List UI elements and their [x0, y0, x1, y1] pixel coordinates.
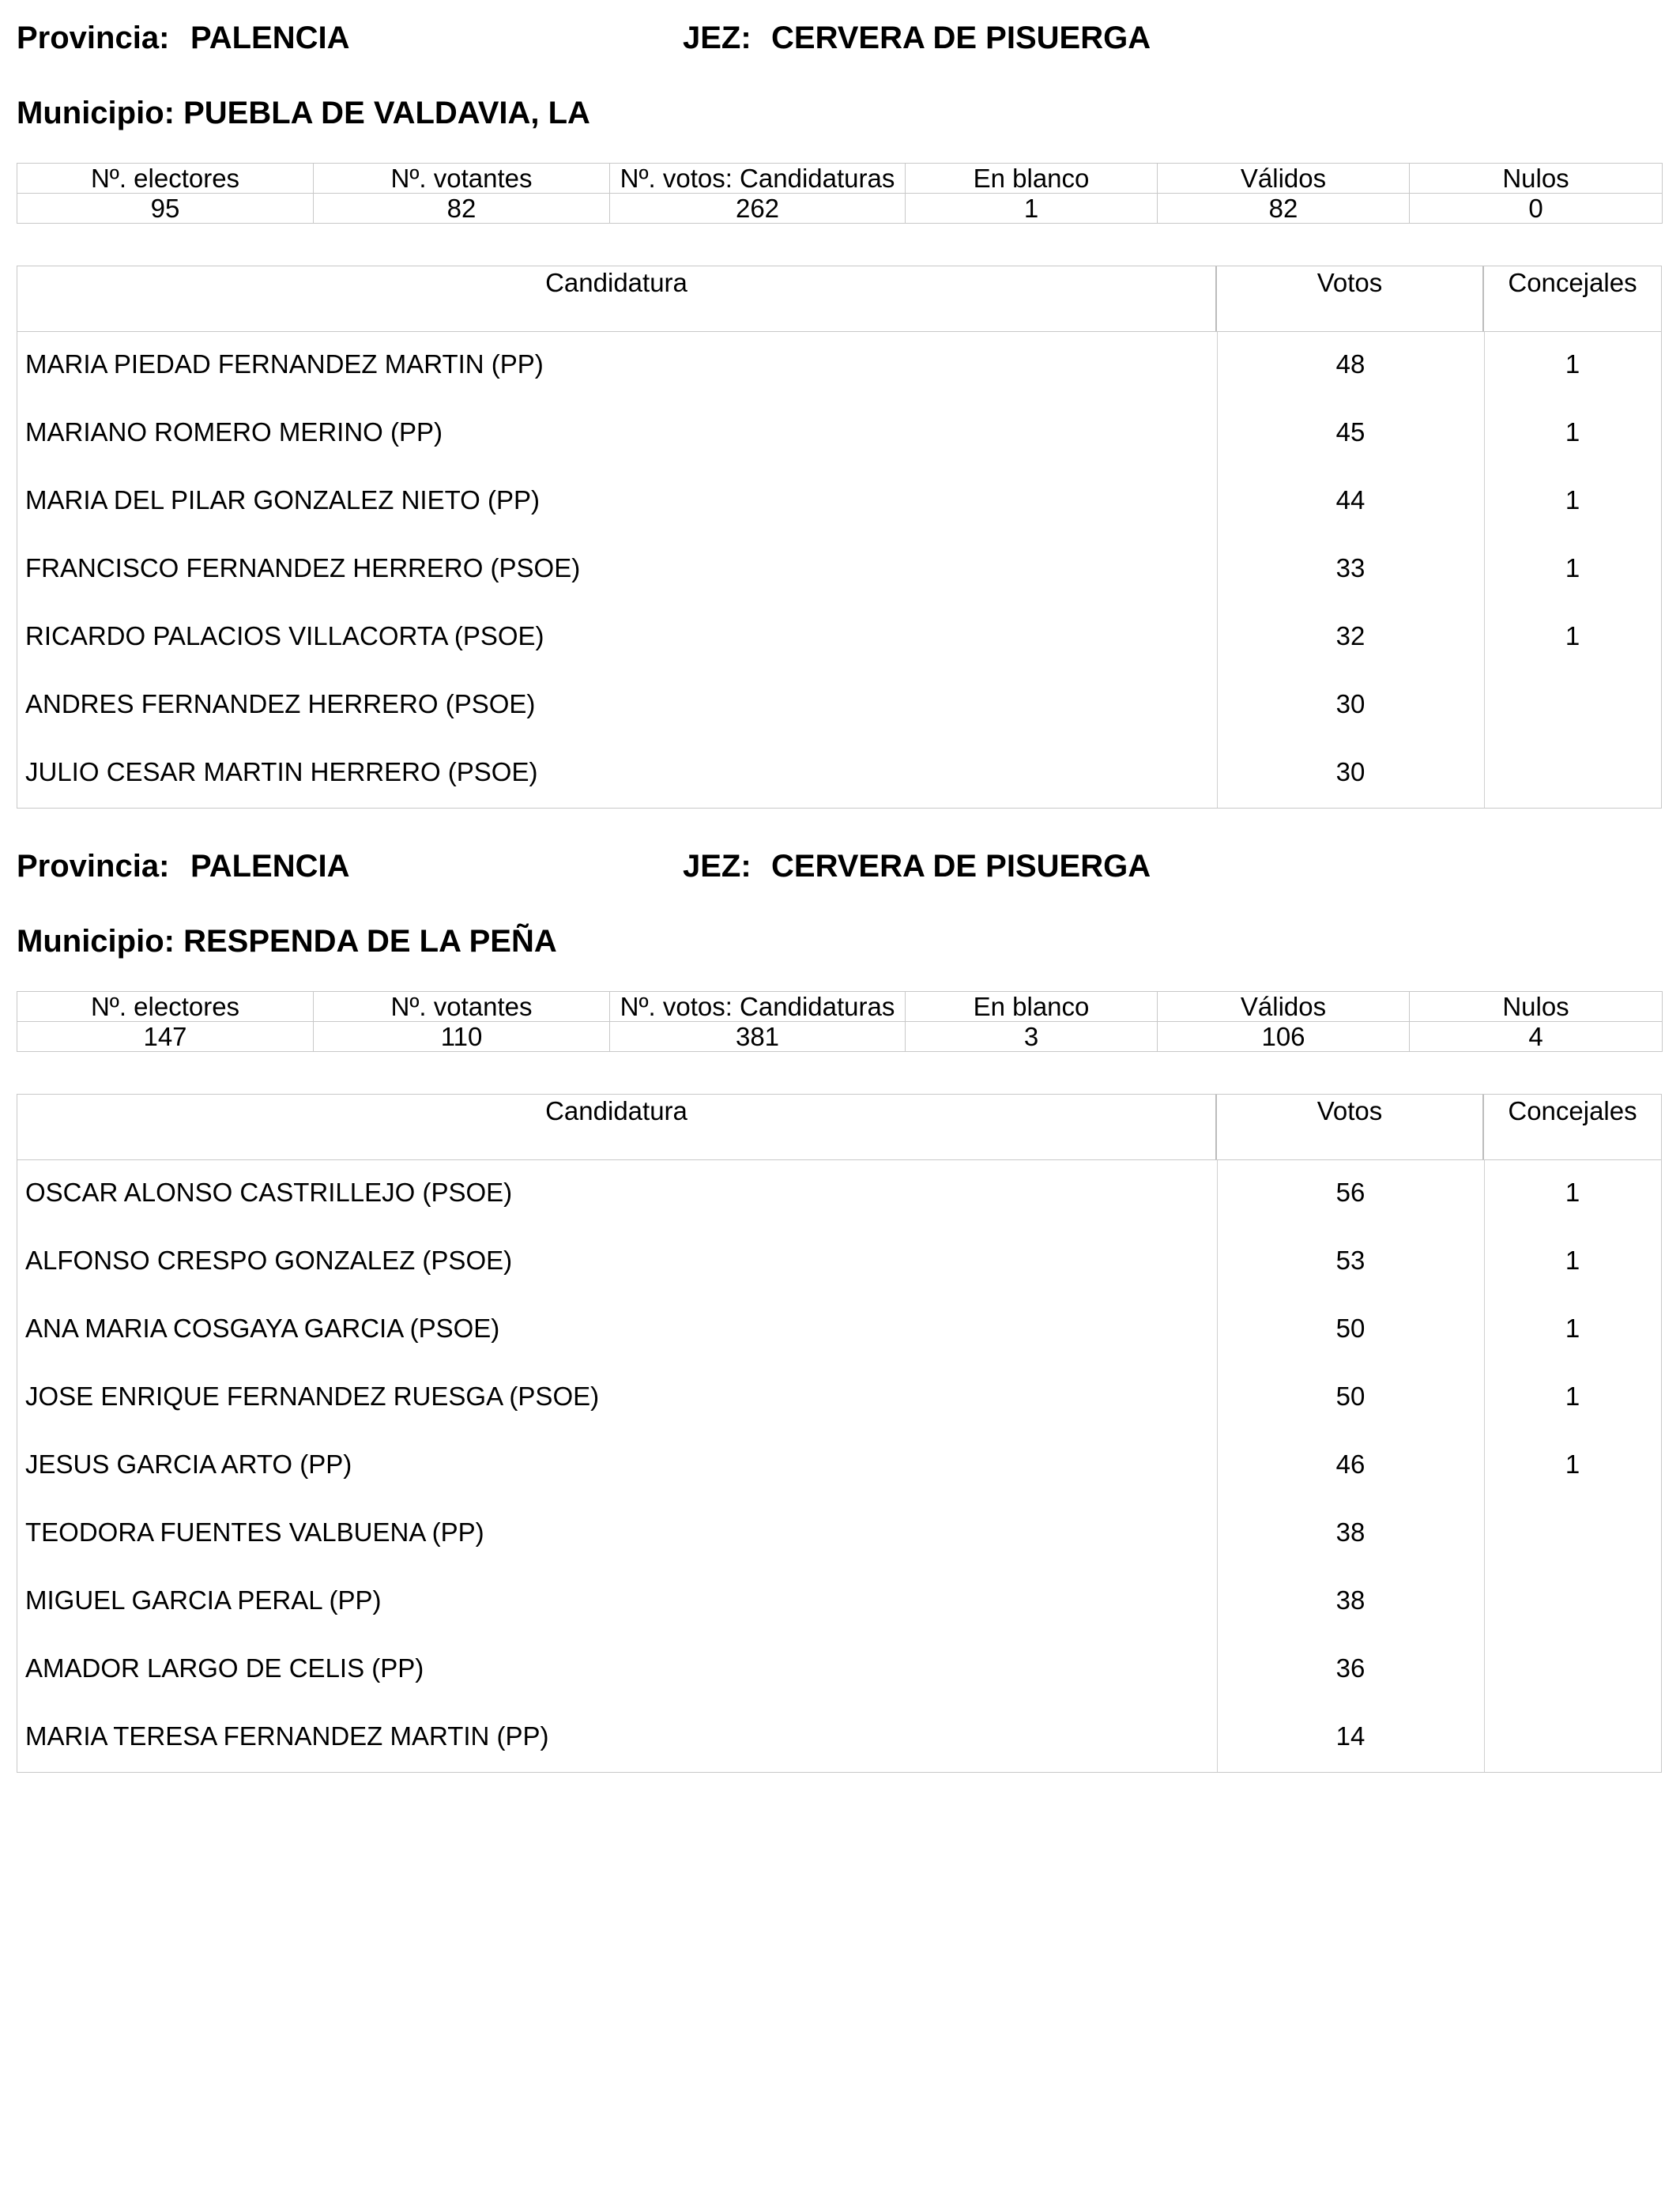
candidate-row — [17, 1160, 1661, 1228]
municipio-label: Municipio: — [17, 96, 175, 130]
candidate-votes: 38 — [1335, 1517, 1365, 1547]
candidate-votes: 33 — [1335, 553, 1365, 582]
candidate-concejales: 1 — [1565, 1449, 1580, 1479]
candidate-concejales: 1 — [1565, 1246, 1580, 1275]
candidate-votes: 38 — [1335, 1585, 1365, 1615]
candidate-votes: 44 — [1335, 485, 1365, 515]
candidate-votes: 46 — [1335, 1449, 1365, 1479]
summary-value-row — [17, 194, 1663, 224]
candidate-row — [17, 1364, 1661, 1432]
candidate-name: AMADOR LARGO DE CELIS (PP) — [25, 1653, 424, 1683]
candidate-row — [17, 672, 1661, 740]
header-votos: Votos — [1217, 1095, 1484, 1159]
summary-value-nulos: 0 — [1410, 194, 1663, 224]
candidate-concejales: 1 — [1565, 417, 1580, 447]
candidate-name: RICARDO PALACIOS VILLACORTA (PSOE) — [25, 621, 544, 650]
summary-table — [17, 991, 1663, 1052]
summary-header-votantes: Nº. votantes — [314, 164, 610, 194]
candidate-name: FRANCISCO FERNANDEZ HERRERO (PSOE) — [25, 553, 581, 582]
candidate-name: MARIANO ROMERO MERINO (PP) — [25, 417, 443, 447]
candidate-concejales: 1 — [1565, 553, 1580, 582]
provincia-label: Provincia: — [17, 849, 170, 884]
summary-value-row — [17, 1022, 1663, 1052]
jez-label: JEZ: — [683, 21, 751, 55]
candidate-votes: 53 — [1335, 1246, 1365, 1275]
candidate-votes: 48 — [1335, 349, 1365, 379]
candidate-name: ANDRES FERNANDEZ HERRERO (PSOE) — [25, 689, 536, 718]
candidates-header — [17, 1095, 1661, 1160]
candidate-name: MARIA DEL PILAR GONZALEZ NIETO (PP) — [25, 485, 540, 515]
candidate-row — [17, 468, 1661, 536]
header-concejales: Concejales — [1508, 1096, 1637, 1125]
jez-label: JEZ: — [683, 849, 751, 884]
summary-header-nulos: Nulos — [1410, 164, 1663, 194]
candidate-votes: 36 — [1335, 1653, 1365, 1683]
municipio-header — [17, 922, 557, 960]
candidate-votes: 30 — [1335, 689, 1365, 718]
candidate-votes: 45 — [1335, 417, 1365, 447]
summary-header-validos: Válidos — [1158, 164, 1410, 194]
summary-value-en-blanco: 1 — [906, 194, 1158, 224]
summary-value-en-blanco: 3 — [906, 1022, 1158, 1052]
summary-table — [17, 163, 1663, 224]
summary-value-validos: 82 — [1158, 194, 1410, 224]
candidate-row — [17, 400, 1661, 468]
candidate-votes: 32 — [1335, 621, 1365, 650]
summary-header-nulos: Nulos — [1410, 992, 1663, 1022]
candidate-votes: 14 — [1335, 1721, 1365, 1751]
candidate-row — [17, 536, 1661, 604]
candidate-name: ALFONSO CRESPO GONZALEZ (PSOE) — [25, 1246, 513, 1275]
provincia-value: PALENCIA — [190, 21, 350, 55]
candidate-concejales: 1 — [1565, 1178, 1580, 1207]
municipio-value: RESPENDA DE LA PEÑA — [183, 924, 557, 959]
candidate-concejales: 1 — [1565, 485, 1580, 515]
candidate-votes: 30 — [1335, 757, 1365, 786]
header-votos: Votos — [1217, 266, 1484, 331]
summary-header-votantes: Nº. votantes — [314, 992, 610, 1022]
candidate-row — [17, 1228, 1661, 1296]
candidate-row — [17, 604, 1661, 672]
candidate-concejales: 1 — [1565, 1382, 1580, 1411]
candidate-name: MIGUEL GARCIA PERAL (PP) — [25, 1585, 382, 1615]
summary-header-electores: Nº. electores — [17, 164, 314, 194]
candidate-row — [17, 1636, 1661, 1704]
candidate-row — [17, 740, 1661, 808]
candidate-name: JESUS GARCIA ARTO (PP) — [25, 1449, 352, 1479]
candidate-name: TEODORA FUENTES VALBUENA (PP) — [25, 1517, 484, 1547]
candidate-concejales: 1 — [1565, 1314, 1580, 1343]
summary-value-votos-candidaturas: 381 — [610, 1022, 906, 1052]
candidates-table — [17, 266, 1662, 809]
candidates-header — [17, 266, 1661, 332]
summary-header-electores: Nº. electores — [17, 992, 314, 1022]
candidate-row — [17, 1568, 1661, 1636]
summary-header-validos: Válidos — [1158, 992, 1410, 1022]
candidate-concejales: 1 — [1565, 349, 1580, 379]
candidates-body — [17, 1160, 1661, 1772]
header-concejales: Concejales — [1508, 268, 1637, 297]
candidate-name: OSCAR ALONSO CASTRILLEJO (PSOE) — [25, 1178, 513, 1207]
candidate-name: JULIO CESAR MARTIN HERRERO (PSOE) — [25, 757, 538, 786]
municipio-label: Municipio: — [17, 924, 175, 959]
summary-value-electores: 95 — [17, 194, 314, 224]
candidate-row — [17, 1500, 1661, 1568]
summary-header-en-blanco: En blanco — [906, 164, 1158, 194]
candidates-table — [17, 1094, 1662, 1773]
summary-value-validos: 106 — [1158, 1022, 1410, 1052]
summary-value-votantes: 82 — [314, 194, 610, 224]
summary-header-votos-candidaturas: Nº. votos: Candidaturas — [610, 992, 906, 1022]
candidate-name: MARIA PIEDAD FERNANDEZ MARTIN (PP) — [25, 349, 544, 379]
summary-value-electores: 147 — [17, 1022, 314, 1052]
summary-header-row — [17, 164, 1663, 194]
summary-header-en-blanco: En blanco — [906, 992, 1158, 1022]
candidate-name: MARIA TERESA FERNANDEZ MARTIN (PP) — [25, 1721, 549, 1751]
candidate-name: JOSE ENRIQUE FERNANDEZ RUESGA (PSOE) — [25, 1382, 600, 1411]
provincia-value: PALENCIA — [190, 849, 350, 884]
candidate-row — [17, 1296, 1661, 1364]
candidate-row — [17, 332, 1661, 400]
municipio-value: PUEBLA DE VALDAVIA, LA — [183, 96, 590, 130]
candidate-votes: 56 — [1335, 1178, 1365, 1207]
summary-value-votos-candidaturas: 262 — [610, 194, 906, 224]
candidate-votes: 50 — [1335, 1382, 1365, 1411]
summary-value-votantes: 110 — [314, 1022, 610, 1052]
provincia-label: Provincia: — [17, 21, 170, 55]
header-candidatura: Candidatura — [17, 1095, 1217, 1159]
candidate-votes: 50 — [1335, 1314, 1365, 1343]
jez-value: CERVERA DE PISUERGA — [771, 849, 1151, 884]
candidates-body — [17, 332, 1661, 808]
summary-header-row — [17, 992, 1663, 1022]
header-candidatura: Candidatura — [17, 266, 1217, 331]
candidate-row — [17, 1704, 1661, 1772]
candidate-concejales: 1 — [1565, 621, 1580, 650]
candidate-name: ANA MARIA COSGAYA GARCIA (PSOE) — [25, 1314, 500, 1343]
jez-value: CERVERA DE PISUERGA — [771, 21, 1151, 55]
summary-header-votos-candidaturas: Nº. votos: Candidaturas — [610, 164, 906, 194]
municipio-header — [17, 94, 590, 132]
candidate-row — [17, 1432, 1661, 1500]
summary-value-nulos: 4 — [1410, 1022, 1663, 1052]
